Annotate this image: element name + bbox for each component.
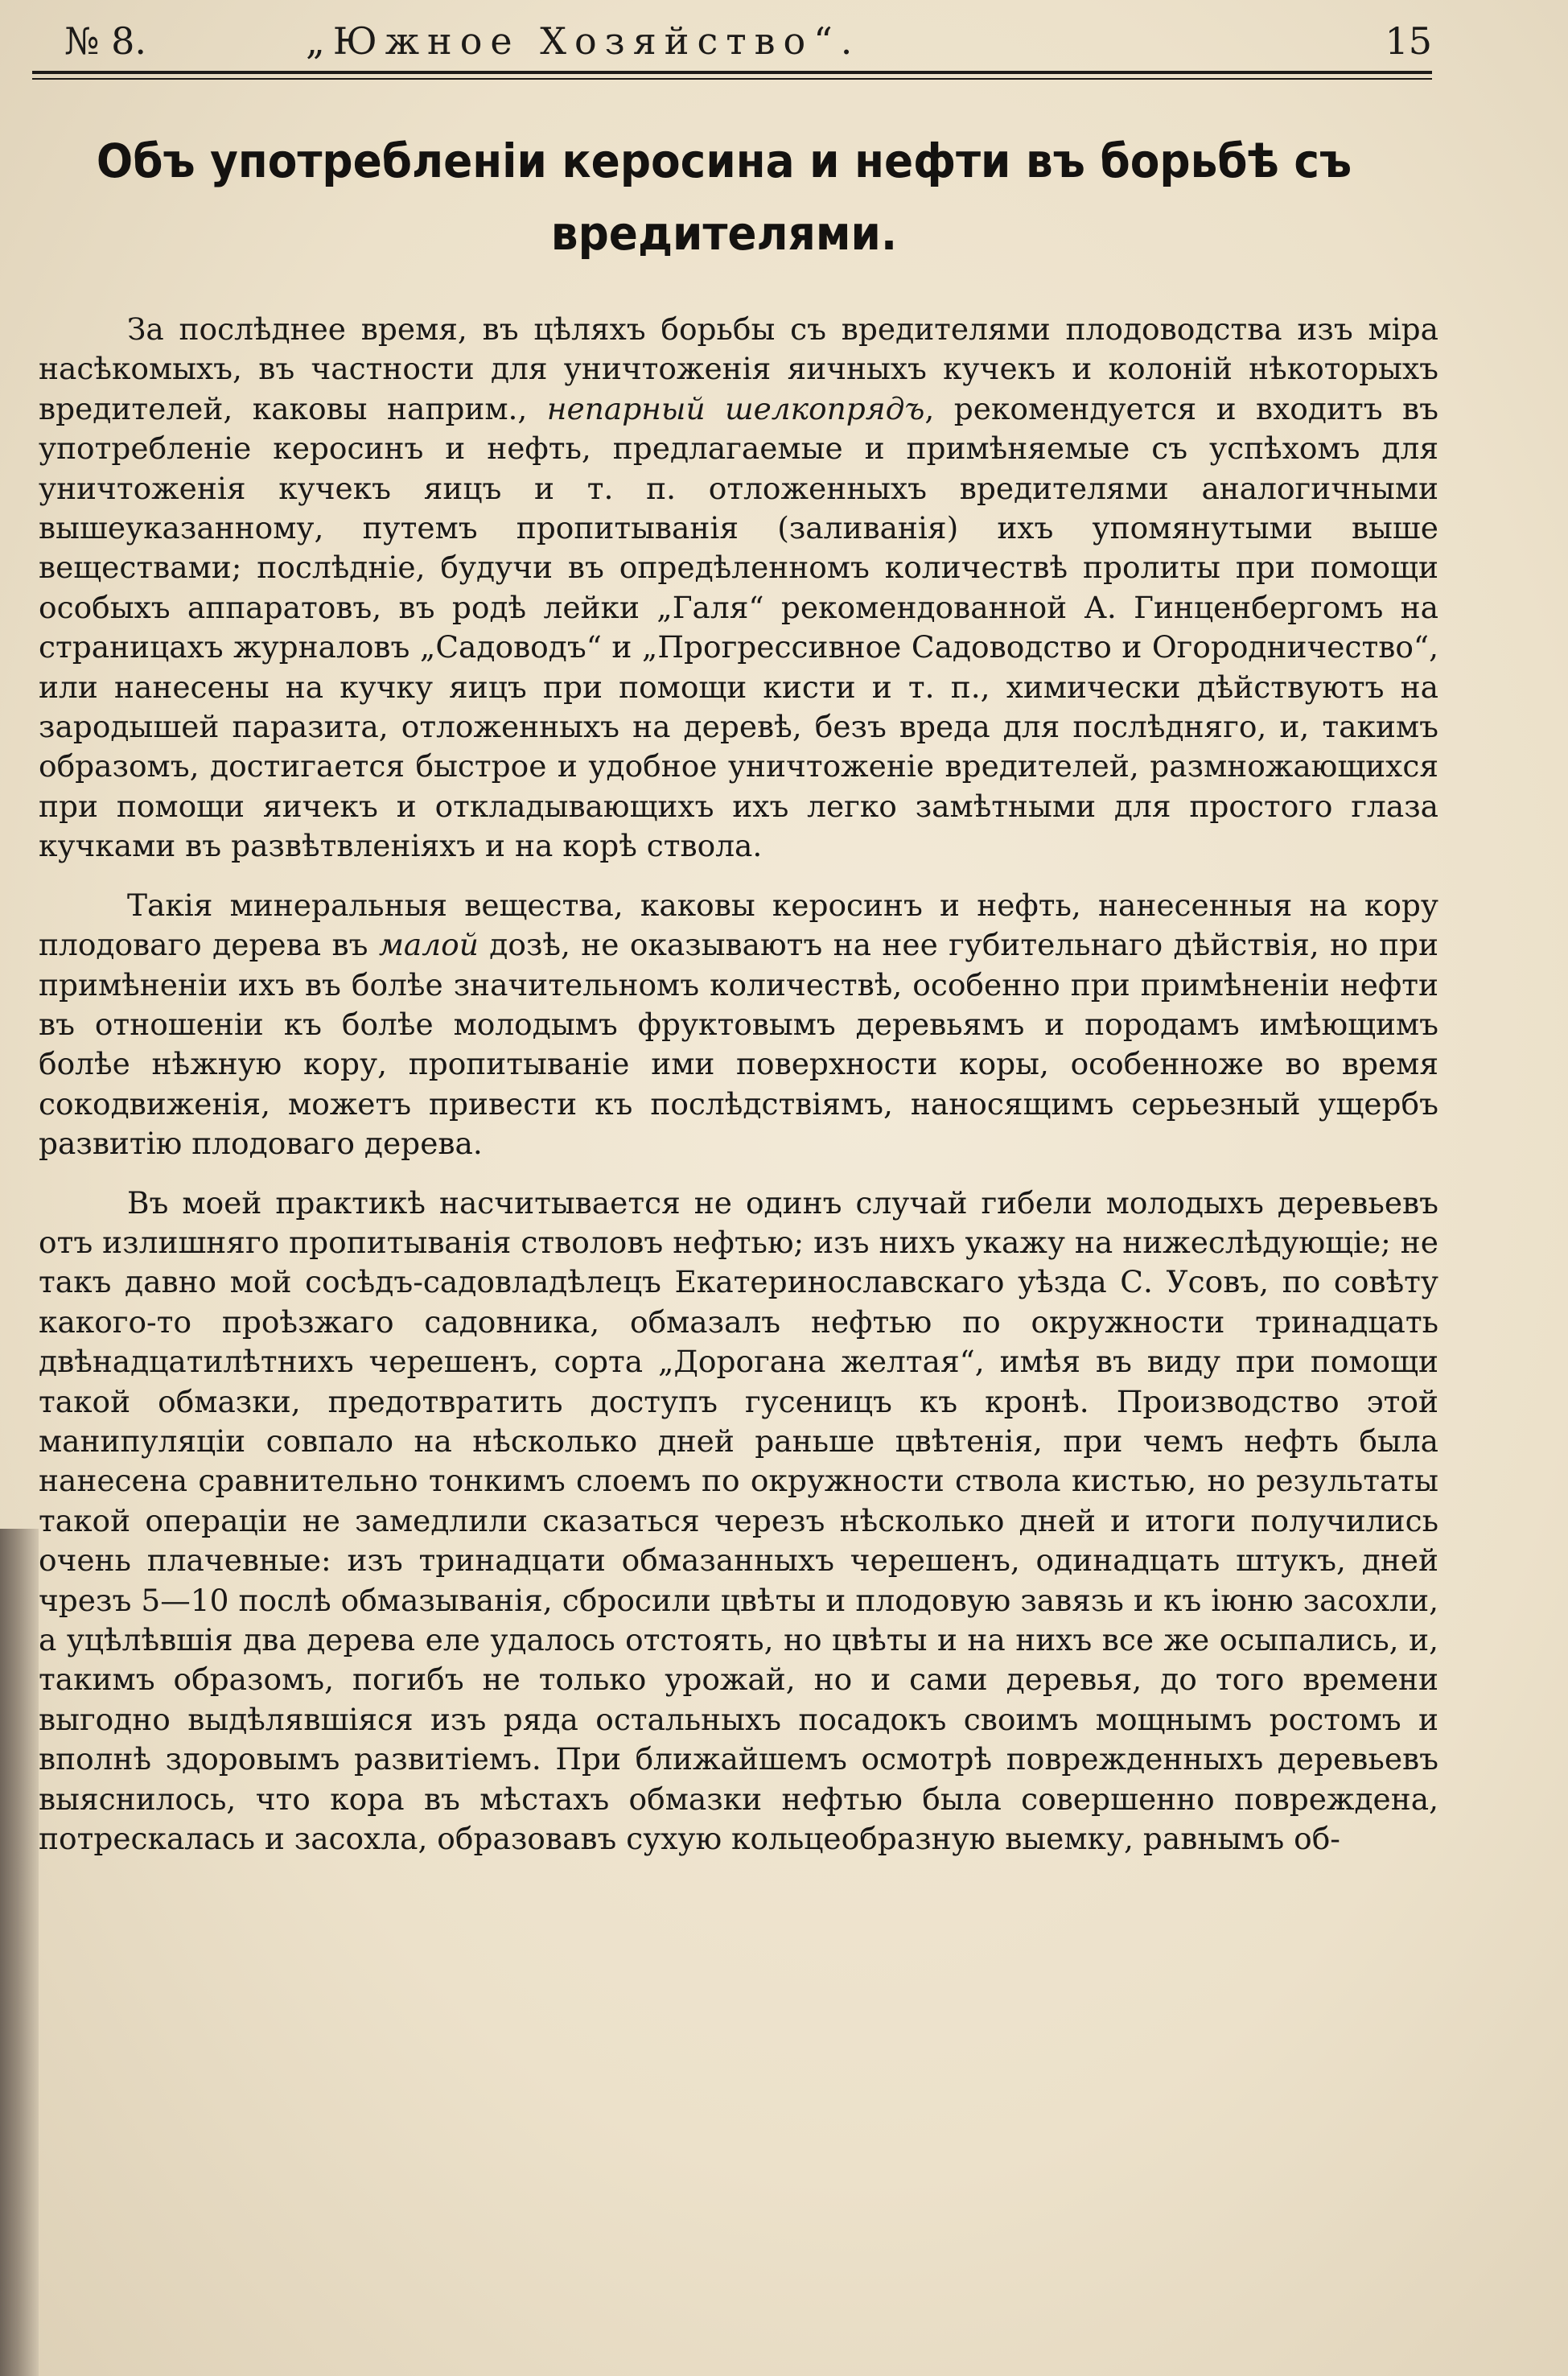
paragraph-1-text-a: За послѣднее время, въ цѣляхъ борьбы съ вредителями плодоводства изъ міра насѣкомыхъ, въ частности для уничтоженія яичныхъ кучекъ и колоній нѣкоторыхъ вредителей, каковы наприм.,	[39, 311, 1438, 426]
paragraph-2	[39, 886, 1438, 1164]
paragraph-3	[39, 1184, 1438, 1859]
article-body	[39, 310, 1438, 1878]
paragraph-1-text-b: , рекомендуется и входитъ въ употребленіе керосинъ и нефть, предлагаемые и примѣняемые съ успѣхомъ для уничтоженія кучекъ яицъ и т. п. отложенныхъ вредителями аналогичными вышеуказанному, путемъ пропитыванія (заливанія) ихъ упомянутыми выше веществами; послѣдніе, будучи въ опредѣленномъ количествѣ пролиты при помощи особыхъ аппаратовъ, въ родѣ лейки „Галя“ рекомендованной А. Гинценбергомъ на страницахъ журналовъ „Садоводъ“ и „Прогрессивное Садоводство и Огородничество“, или нанесены на кучку яицъ при помощи кисти и т. п., химически дѣйствуютъ на зародышей паразита, отложенныхъ на деревѣ, безъ вреда для послѣдняго, и, такимъ образомъ, достигается быстрое и удобное уничтоженіе вредителей, размножающихся при помощи яичекъ и откладывающихъ ихъ легко замѣтными для простого глаза кучками въ развѣтвленіяхъ и на корѣ ствола.	[39, 390, 1439, 864]
paragraph-1-italic: непарный шелкопрядъ	[546, 390, 925, 426]
header-rule-thick	[32, 71, 1432, 74]
header-rule-thin	[32, 78, 1432, 80]
paragraph-2-text-b: дозѣ, не оказываютъ на нее губительнаго дѣйствія, но при примѣненіи ихъ въ болѣе значительномъ количествѣ, особенно при примѣненіи нефти въ отношеніи къ болѣе молодымъ фруктовымъ деревьямъ и породамъ имѣющимъ болѣе нѣжную кору, пропитываніе ими поверхности коры, особенноже во время сокодвиженія, можетъ привести къ послѣдствіямъ, наносящимъ серьезный ущербъ развитію плодоваго дерева.	[39, 927, 1439, 1162]
article-title-line-1: Объ употребленіи керосина и нефти въ борьбѣ съ	[96, 134, 1352, 188]
journal-name: „Южное Хозяйство“.	[306, 19, 861, 63]
paragraph-2-italic: малой	[378, 927, 479, 963]
paragraph-2-text-a: Такія минеральныя вещества, каковы керосинъ и нефть, нанесенныя на кору плодоваго дерева въ	[39, 887, 1438, 963]
paragraph-1	[39, 310, 1438, 867]
article-title-line-2: вредителями.	[550, 206, 898, 261]
running-header	[64, 19, 1432, 68]
page-binding-edge	[0, 1529, 39, 2376]
article-title	[72, 125, 1375, 270]
issue-number: № 8.	[64, 19, 147, 63]
page-number: 15	[1385, 19, 1432, 63]
paragraph-3-text-a: Въ моей практикѣ насчитывается не одинъ случай гибели молодыхъ деревьевъ отъ излишняго пропитыванія стволовъ нефтью; изъ нихъ укажу на нижеслѣдующіе; не такъ давно мой сосѣдъ-садовладѣлецъ Екатеринославскаго уѣзда С. Усовъ, по совѣту какого-то проѣзжаго садовника, обмазалъ нефтью по окружности тринадцать двѣнадцатилѣтнихъ черешенъ, сорта „Дорогана желтая“, имѣя въ виду при помощи такой обмазки, предотвратить доступъ гусеницъ къ кронѣ. Производство этой манипуляціи совпало на нѣсколько дней раньше цвѣтенія, при чемъ нефть была нанесена сравнительно тонкимъ слоемъ по окружности ствола кистью, но результаты такой операціи не замедлили сказаться черезъ нѣсколько дней и итоги получились очень плачевные: изъ тринадцати обмазанныхъ черешенъ, одинадцать штукъ, дней чрезъ 5—10 послѣ обмазыванія, сбросили цвѣты и плодовую завязь и къ іюню засохли, а уцѣлѣвшія два дерева еле удалось отстоять, но цвѣты и на нихъ все же осыпались, и, такимъ образомъ, погибъ не только урожай, но и сами деревья, до того времени выгодно выдѣлявшіяся изъ ряда остальныхъ посадокъ своимъ мощнымъ ростомъ и вполнѣ здоровымъ развитіемъ. При ближайшемъ осмотрѣ поврежденныхъ деревьевъ выяснилось, что кора въ мѣстахъ обмазки нефтью была совершенно повреждена, потрескалась и засохла, образовавъ сухую кольцеобразную выемку, равнымъ об-	[39, 1184, 1438, 1857]
